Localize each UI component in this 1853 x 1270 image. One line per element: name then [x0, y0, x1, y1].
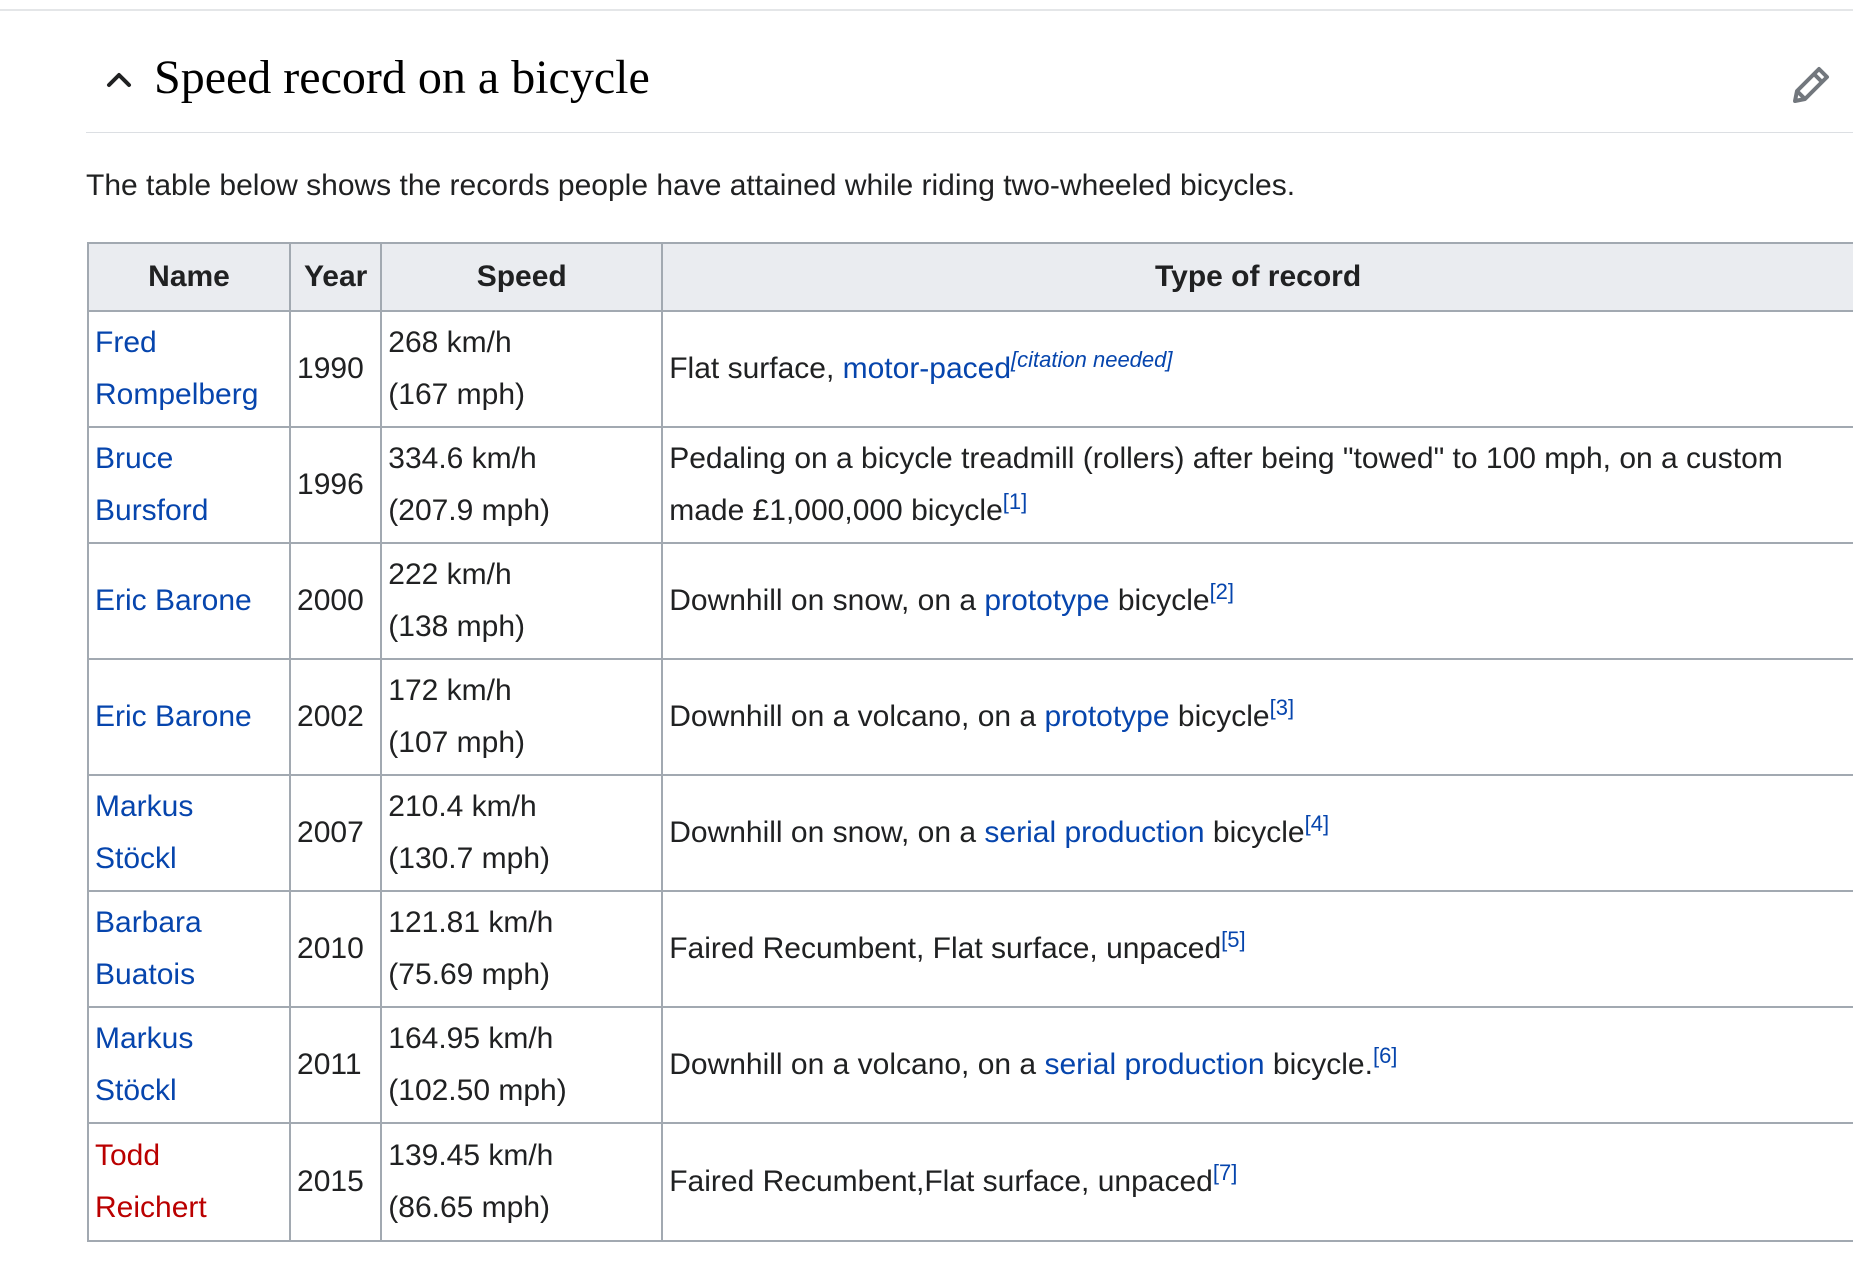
speed-kmh: 210.4 km/h — [388, 790, 537, 823]
name-first-line: Fred — [95, 326, 157, 359]
name-second-line: Rompelberg — [95, 378, 259, 411]
section-intro: The table below shows the records people have attained while riding two-wheeled bicycles. — [86, 169, 1296, 202]
cell-year: 2010 — [290, 891, 381, 1007]
top-divider — [0, 9, 1853, 11]
records-table — [87, 242, 1853, 1242]
record-description: Downhill on a volcano, on a — [669, 1048, 1045, 1081]
reference-link[interactable]: [7] — [1212, 1160, 1238, 1185]
section-header[interactable] — [86, 40, 1853, 133]
record-description: Downhill on snow, on a — [669, 584, 985, 617]
cell-year: 2015 — [290, 1123, 381, 1241]
record-link[interactable]: motor-paced — [842, 352, 1012, 385]
speed-kmh: 268 km/h — [388, 326, 512, 359]
record-description: Faired Recumbent, Flat surface, unpaced — [669, 932, 1222, 965]
reference-link[interactable]: [2] — [1209, 579, 1235, 604]
name-second-line: Stöckl — [95, 842, 177, 875]
cell-year: 2007 — [290, 775, 381, 891]
name-link[interactable] — [95, 790, 193, 875]
record-description: Faired Recumbent,Flat surface, unpaced — [669, 1165, 1213, 1198]
record-description-tail: bicycle — [1169, 700, 1270, 733]
cell-name — [88, 659, 290, 775]
name-first-line: Eric Barone — [95, 584, 252, 617]
name-link[interactable] — [95, 1139, 207, 1224]
table-row — [88, 891, 1853, 1007]
speed-kmh: 164.95 km/h — [388, 1022, 554, 1055]
record-description-tail: bicycle. — [1264, 1048, 1373, 1081]
name-link[interactable] — [95, 584, 252, 617]
header-speed[interactable]: Speed — [381, 243, 662, 311]
record-link[interactable]: prototype — [984, 584, 1110, 617]
cell-speed — [381, 891, 662, 1007]
header-type-of-record[interactable]: Type of record — [662, 243, 1853, 311]
cell-name — [88, 311, 290, 427]
name-link[interactable] — [95, 906, 202, 991]
record-link[interactable]: serial production — [1044, 1048, 1265, 1081]
record-description-tail: bicycle — [1204, 816, 1305, 849]
cell-type-of-record — [662, 891, 1853, 1007]
cell-year: 2011 — [290, 1007, 381, 1123]
reference-superscript[interactable] — [1305, 811, 1329, 836]
name-first-line: Markus — [95, 1022, 194, 1055]
speed-mph: (102.50 mph) — [388, 1074, 567, 1107]
reference-link[interactable]: [4] — [1304, 811, 1330, 836]
cell-type-of-record — [662, 775, 1853, 891]
cell-type-of-record — [662, 1123, 1853, 1241]
name-second-line: Stöckl — [95, 1074, 177, 1107]
name-link[interactable] — [95, 326, 258, 411]
record-link[interactable]: serial production — [984, 816, 1205, 849]
cell-year: 1996 — [290, 427, 381, 543]
name-first-line: Markus — [95, 790, 194, 823]
name-second-line: Bursford — [95, 494, 209, 527]
cell-type-of-record — [662, 659, 1853, 775]
header-name[interactable]: Name — [88, 243, 290, 311]
reference-superscript[interactable] — [1003, 489, 1027, 514]
record-description-tail: bicycle — [1109, 584, 1210, 617]
cell-year: 2000 — [290, 543, 381, 659]
reference-link[interactable]: [citation needed] — [1011, 347, 1173, 372]
speed-mph: (86.65 mph) — [388, 1191, 551, 1224]
reference-superscript[interactable] — [1373, 1043, 1397, 1068]
speed-kmh: 334.6 km/h — [388, 442, 537, 475]
speed-mph: (138 mph) — [388, 610, 525, 643]
cell-speed — [381, 1007, 662, 1123]
table-row — [88, 775, 1853, 891]
cell-speed — [381, 311, 662, 427]
table-header-row — [88, 243, 1853, 311]
cell-name — [88, 1123, 290, 1241]
name-second-line: Reichert — [95, 1191, 207, 1224]
pencil-icon[interactable] — [1786, 60, 1836, 110]
record-description: Flat surface, — [669, 352, 843, 385]
name-first-line: Todd — [95, 1139, 161, 1172]
table-row — [88, 659, 1853, 775]
table-row — [88, 543, 1853, 659]
name-first-line: Bruce — [95, 442, 174, 475]
name-link[interactable] — [95, 700, 252, 733]
table-row — [88, 311, 1853, 427]
table-row — [88, 427, 1853, 543]
cell-speed — [381, 1123, 662, 1241]
speed-mph: (207.9 mph) — [388, 494, 551, 527]
speed-kmh: 222 km/h — [388, 558, 512, 591]
cell-name — [88, 775, 290, 891]
reference-link[interactable]: [5] — [1221, 927, 1246, 952]
speed-mph: (75.69 mph) — [388, 958, 551, 991]
speed-mph: (107 mph) — [388, 726, 525, 759]
record-description: Downhill on snow, on a — [669, 816, 985, 849]
record-link[interactable]: prototype — [1044, 700, 1170, 733]
speed-kmh: 139.45 km/h — [388, 1139, 554, 1172]
reference-link[interactable]: [3] — [1269, 695, 1295, 720]
cell-name — [88, 891, 290, 1007]
cell-speed — [381, 543, 662, 659]
name-first-line: Eric Barone — [95, 700, 252, 733]
reference-superscript[interactable] — [1221, 927, 1245, 952]
cell-name — [88, 543, 290, 659]
header-year[interactable]: Year — [290, 243, 381, 311]
record-description: Pedaling on a bicycle treadmill (rollers) after being "towed" to 100 mph, on a custom made £1,000,000 bicycle — [669, 442, 1783, 527]
speed-mph: (130.7 mph) — [388, 842, 551, 875]
name-second-line: Buatois — [95, 958, 196, 991]
reference-superscript[interactable] — [1213, 1160, 1237, 1185]
cell-speed — [381, 427, 662, 543]
cell-type-of-record — [662, 543, 1853, 659]
cell-year: 1990 — [290, 311, 381, 427]
name-link[interactable] — [95, 442, 208, 527]
speed-mph: (167 mph) — [388, 378, 525, 411]
name-link[interactable] — [95, 1022, 193, 1107]
speed-kmh: 121.81 km/h — [388, 906, 554, 939]
cell-type-of-record — [662, 1007, 1853, 1123]
reference-link[interactable]: [6] — [1372, 1043, 1398, 1068]
cell-speed — [381, 659, 662, 775]
reference-link[interactable]: [1] — [1002, 489, 1028, 514]
record-description: Downhill on a volcano, on a — [669, 700, 1045, 733]
section-title: Speed record on a bicycle — [154, 51, 650, 104]
cell-name — [88, 427, 290, 543]
table-row — [88, 1007, 1853, 1123]
table-row — [88, 1123, 1853, 1241]
cell-year: 2002 — [290, 659, 381, 775]
cell-speed — [381, 775, 662, 891]
speed-kmh: 172 km/h — [388, 674, 512, 707]
reference-superscript[interactable] — [1270, 695, 1294, 720]
reference-superscript[interactable] — [1210, 579, 1234, 604]
name-first-line: Barbara — [95, 906, 202, 939]
cell-type-of-record — [662, 311, 1853, 427]
reference-superscript[interactable] — [1011, 347, 1172, 372]
cell-name — [88, 1007, 290, 1123]
cell-type-of-record — [662, 427, 1853, 543]
chevron-up-icon[interactable] — [106, 70, 132, 88]
